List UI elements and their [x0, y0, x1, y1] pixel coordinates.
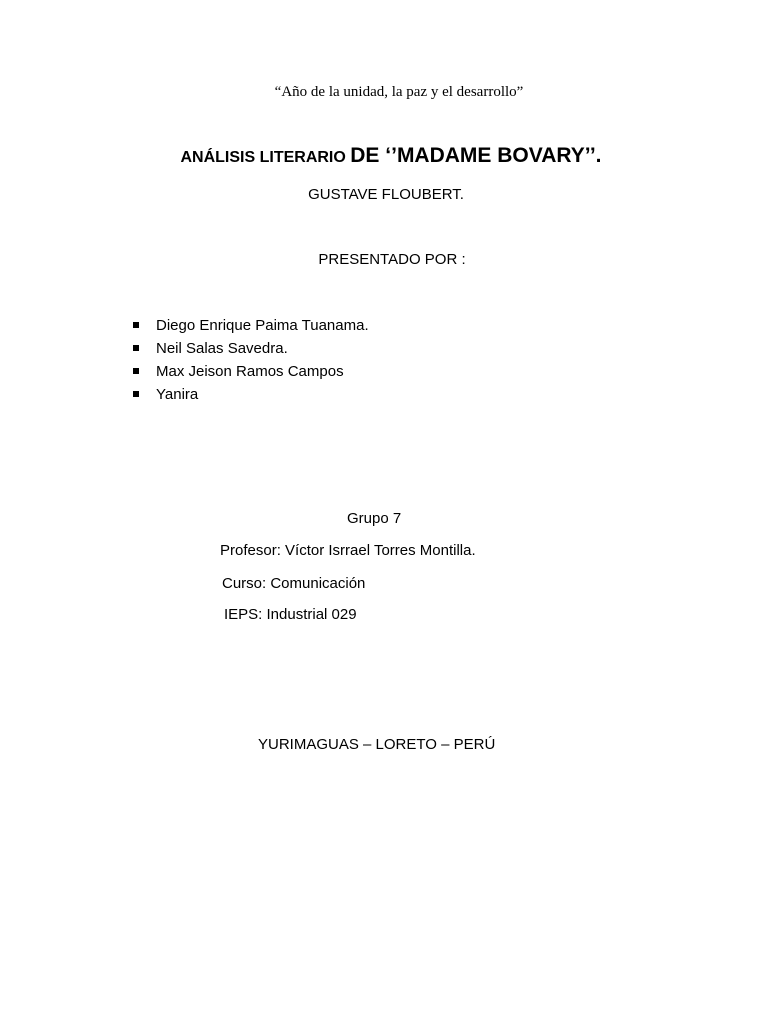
title-part-work: DE ‘’MADAME BOVARY’’. [350, 144, 602, 167]
square-bullet-icon [133, 322, 139, 328]
group-label: Grupo 7 [347, 510, 402, 527]
list-item [131, 314, 369, 337]
presented-by-heading: PRESENTADO POR : [318, 251, 466, 268]
course-label: Curso: Comunicación [222, 575, 366, 592]
title-part-analysis: ANÁLISIS LITERARIO [180, 149, 351, 166]
list-item [131, 360, 369, 383]
author-name: GUSTAVE FLOUBERT. [308, 186, 464, 203]
members-list [131, 314, 369, 406]
list-item [131, 337, 369, 360]
square-bullet-icon [133, 391, 139, 397]
year-motto: “Año de la unidad, la paz y el desarrollo” [274, 84, 524, 100]
list-item [131, 383, 369, 406]
document-title [0, 144, 768, 168]
square-bullet-icon [133, 345, 139, 351]
member-name: Max Jeison Ramos Campos [156, 363, 344, 380]
member-name: Neil Salas Savedra. [156, 340, 288, 357]
professor-label: Profesor: Víctor Isrrael Torres Montilla. [220, 542, 476, 559]
member-name: Yanira [156, 386, 199, 403]
square-bullet-icon [133, 368, 139, 374]
member-name: Diego Enrique Paima Tuanama. [156, 317, 369, 334]
school-label: IEPS: Industrial 029 [224, 606, 357, 623]
location-label: YURIMAGUAS – LORETO – PERÚ [258, 736, 496, 753]
